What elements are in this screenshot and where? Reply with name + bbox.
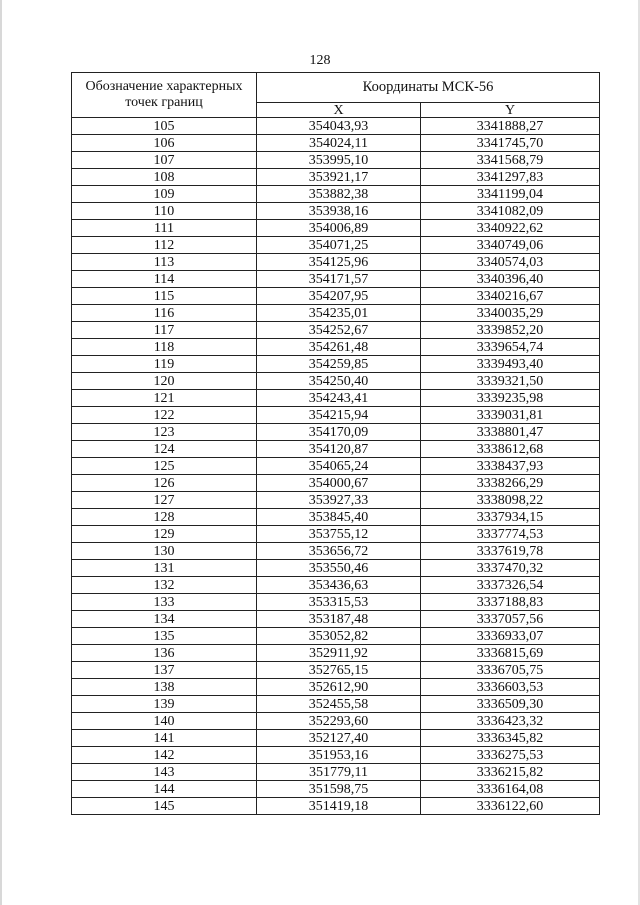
y-coordinate-cell: 3336345,82 — [421, 730, 600, 747]
table-row — [72, 305, 600, 322]
y-coordinate-cell: 3337470,32 — [421, 560, 600, 577]
table-row — [72, 475, 600, 492]
y-coordinate-cell: 3337326,54 — [421, 577, 600, 594]
y-coordinate-cell: 3337619,78 — [421, 543, 600, 560]
point-cell: 134 — [72, 611, 257, 628]
point-cell: 137 — [72, 662, 257, 679]
x-coordinate-cell: 351953,16 — [257, 747, 421, 764]
table-row — [72, 798, 600, 815]
y-coordinate-cell: 3337934,15 — [421, 509, 600, 526]
point-cell: 143 — [72, 764, 257, 781]
point-cell: 107 — [72, 152, 257, 169]
table-row — [72, 492, 600, 509]
y-coordinate-cell: 3339321,50 — [421, 373, 600, 390]
table-row — [72, 373, 600, 390]
table-row — [72, 747, 600, 764]
point-cell: 138 — [72, 679, 257, 696]
point-cell: 135 — [72, 628, 257, 645]
point-cell: 136 — [72, 645, 257, 662]
point-cell: 126 — [72, 475, 257, 492]
point-cell: 141 — [72, 730, 257, 747]
table-row — [72, 509, 600, 526]
table-row — [72, 135, 600, 152]
point-cell: 120 — [72, 373, 257, 390]
x-coordinate-cell: 354259,85 — [257, 356, 421, 373]
point-cell: 144 — [72, 781, 257, 798]
point-cell: 106 — [72, 135, 257, 152]
x-coordinate-cell: 352293,60 — [257, 713, 421, 730]
y-coordinate-cell: 3338801,47 — [421, 424, 600, 441]
table-row — [72, 271, 600, 288]
x-coordinate-cell: 353755,12 — [257, 526, 421, 543]
y-coordinate-cell: 3336705,75 — [421, 662, 600, 679]
x-coordinate-cell: 354215,94 — [257, 407, 421, 424]
y-coordinate-cell: 3338437,93 — [421, 458, 600, 475]
x-coordinate-cell: 353550,46 — [257, 560, 421, 577]
table-row — [72, 764, 600, 781]
x-coordinate-cell: 352127,40 — [257, 730, 421, 747]
x-coordinate-cell: 354065,24 — [257, 458, 421, 475]
table-row — [72, 186, 600, 203]
y-coordinate-cell: 3336815,69 — [421, 645, 600, 662]
header-x: X — [257, 103, 421, 118]
table-body — [72, 118, 600, 815]
point-cell: 140 — [72, 713, 257, 730]
point-cell: 114 — [72, 271, 257, 288]
y-coordinate-cell: 3340035,29 — [421, 305, 600, 322]
table-row — [72, 713, 600, 730]
point-cell: 108 — [72, 169, 257, 186]
x-coordinate-cell: 354261,48 — [257, 339, 421, 356]
point-cell: 113 — [72, 254, 257, 271]
table-row — [72, 322, 600, 339]
y-coordinate-cell: 3340216,67 — [421, 288, 600, 305]
point-cell: 112 — [72, 237, 257, 254]
x-coordinate-cell: 353436,63 — [257, 577, 421, 594]
point-cell: 117 — [72, 322, 257, 339]
x-coordinate-cell: 353921,17 — [257, 169, 421, 186]
y-coordinate-cell: 3336509,30 — [421, 696, 600, 713]
point-cell: 142 — [72, 747, 257, 764]
table-row — [72, 560, 600, 577]
table-row — [72, 407, 600, 424]
point-cell: 109 — [72, 186, 257, 203]
page-number: 128 — [309, 53, 331, 68]
x-coordinate-cell: 354171,57 — [257, 271, 421, 288]
point-cell: 110 — [72, 203, 257, 220]
y-coordinate-cell: 3339235,98 — [421, 390, 600, 407]
table-row — [72, 169, 600, 186]
table-row — [72, 152, 600, 169]
point-cell: 121 — [72, 390, 257, 407]
x-coordinate-cell: 351419,18 — [257, 798, 421, 815]
x-coordinate-cell: 353882,38 — [257, 186, 421, 203]
table-row — [72, 645, 600, 662]
y-coordinate-cell: 3340396,40 — [421, 271, 600, 288]
x-coordinate-cell: 353995,10 — [257, 152, 421, 169]
header-points: Обозначение характерных точек границ — [72, 73, 257, 118]
x-coordinate-cell: 353656,72 — [257, 543, 421, 560]
x-coordinate-cell: 354170,09 — [257, 424, 421, 441]
x-coordinate-cell: 354243,41 — [257, 390, 421, 407]
table-row — [72, 441, 600, 458]
y-coordinate-cell: 3341568,79 — [421, 152, 600, 169]
x-coordinate-cell: 352765,15 — [257, 662, 421, 679]
table-row — [72, 254, 600, 271]
y-coordinate-cell: 3337057,56 — [421, 611, 600, 628]
x-coordinate-cell: 354125,96 — [257, 254, 421, 271]
x-coordinate-cell: 353315,53 — [257, 594, 421, 611]
point-cell: 115 — [72, 288, 257, 305]
y-coordinate-cell: 3341297,83 — [421, 169, 600, 186]
y-coordinate-cell: 3341082,09 — [421, 203, 600, 220]
x-coordinate-cell: 352911,92 — [257, 645, 421, 662]
x-coordinate-cell: 353187,48 — [257, 611, 421, 628]
table-row — [72, 577, 600, 594]
point-cell: 123 — [72, 424, 257, 441]
point-cell: 105 — [72, 118, 257, 135]
y-coordinate-cell: 3340749,06 — [421, 237, 600, 254]
table-row — [72, 356, 600, 373]
y-coordinate-cell: 3336423,32 — [421, 713, 600, 730]
table-row — [72, 390, 600, 407]
x-coordinate-cell: 354207,95 — [257, 288, 421, 305]
table-row — [72, 526, 600, 543]
x-coordinate-cell: 354071,25 — [257, 237, 421, 254]
table-row — [72, 730, 600, 747]
y-coordinate-cell: 3336122,60 — [421, 798, 600, 815]
x-coordinate-cell: 351779,11 — [257, 764, 421, 781]
table-row — [72, 611, 600, 628]
point-cell: 124 — [72, 441, 257, 458]
x-coordinate-cell: 353052,82 — [257, 628, 421, 645]
y-coordinate-cell: 3336215,82 — [421, 764, 600, 781]
y-coordinate-cell: 3341888,27 — [421, 118, 600, 135]
table-row — [72, 628, 600, 645]
x-coordinate-cell: 354252,67 — [257, 322, 421, 339]
x-coordinate-cell: 352455,58 — [257, 696, 421, 713]
y-coordinate-cell: 3340922,62 — [421, 220, 600, 237]
point-cell: 130 — [72, 543, 257, 560]
x-coordinate-cell: 351598,75 — [257, 781, 421, 798]
y-coordinate-cell: 3341199,04 — [421, 186, 600, 203]
x-coordinate-cell: 354024,11 — [257, 135, 421, 152]
x-coordinate-cell: 354000,67 — [257, 475, 421, 492]
x-coordinate-cell: 354043,93 — [257, 118, 421, 135]
x-coordinate-cell: 354006,89 — [257, 220, 421, 237]
y-coordinate-cell: 3338098,22 — [421, 492, 600, 509]
point-cell: 132 — [72, 577, 257, 594]
point-cell: 128 — [72, 509, 257, 526]
point-cell: 118 — [72, 339, 257, 356]
y-coordinate-cell: 3339852,20 — [421, 322, 600, 339]
table-row — [72, 679, 600, 696]
point-cell: 122 — [72, 407, 257, 424]
point-cell: 133 — [72, 594, 257, 611]
y-coordinate-cell: 3336603,53 — [421, 679, 600, 696]
x-coordinate-cell: 354250,40 — [257, 373, 421, 390]
header-coordinates-group: Координаты МСК-56 — [257, 73, 600, 103]
x-coordinate-cell: 353927,33 — [257, 492, 421, 509]
table-row — [72, 424, 600, 441]
table-row — [72, 203, 600, 220]
table-row — [72, 220, 600, 237]
table-row — [72, 339, 600, 356]
x-coordinate-cell: 354235,01 — [257, 305, 421, 322]
table-header-row-1 — [72, 73, 600, 103]
y-coordinate-cell: 3338612,68 — [421, 441, 600, 458]
point-cell: 145 — [72, 798, 257, 815]
point-cell: 125 — [72, 458, 257, 475]
point-cell: 129 — [72, 526, 257, 543]
y-coordinate-cell: 3341745,70 — [421, 135, 600, 152]
table-row — [72, 237, 600, 254]
y-coordinate-cell: 3336164,08 — [421, 781, 600, 798]
x-coordinate-cell: 352612,90 — [257, 679, 421, 696]
coordinates-table — [71, 72, 600, 815]
point-cell: 139 — [72, 696, 257, 713]
table-row — [72, 288, 600, 305]
table-row — [72, 118, 600, 135]
x-coordinate-cell: 353845,40 — [257, 509, 421, 526]
point-cell: 111 — [72, 220, 257, 237]
y-coordinate-cell: 3339031,81 — [421, 407, 600, 424]
y-coordinate-cell: 3336275,53 — [421, 747, 600, 764]
header-y: Y — [421, 103, 600, 118]
scan-left-edge — [0, 0, 2, 905]
y-coordinate-cell: 3336933,07 — [421, 628, 600, 645]
table-row — [72, 594, 600, 611]
y-coordinate-cell: 3340574,03 — [421, 254, 600, 271]
point-cell: 119 — [72, 356, 257, 373]
y-coordinate-cell: 3337774,53 — [421, 526, 600, 543]
table-header — [72, 73, 600, 118]
table-row — [72, 543, 600, 560]
x-coordinate-cell: 353938,16 — [257, 203, 421, 220]
y-coordinate-cell: 3338266,29 — [421, 475, 600, 492]
point-cell: 131 — [72, 560, 257, 577]
y-coordinate-cell: 3339493,40 — [421, 356, 600, 373]
table-row — [72, 781, 600, 798]
table-row — [72, 696, 600, 713]
y-coordinate-cell: 3337188,83 — [421, 594, 600, 611]
y-coordinate-cell: 3339654,74 — [421, 339, 600, 356]
point-cell: 127 — [72, 492, 257, 509]
point-cell: 116 — [72, 305, 257, 322]
table-row — [72, 458, 600, 475]
table-row — [72, 662, 600, 679]
x-coordinate-cell: 354120,87 — [257, 441, 421, 458]
